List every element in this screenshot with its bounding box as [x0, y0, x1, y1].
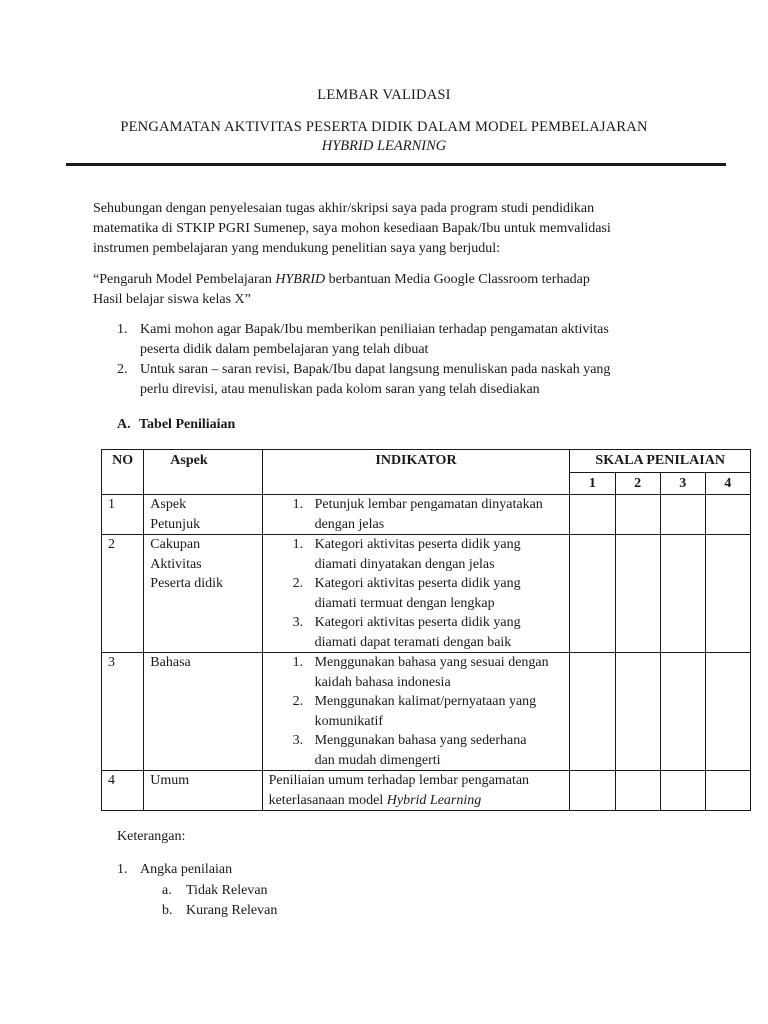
cell-aspek: Umum: [144, 771, 262, 811]
score-cell[interactable]: [660, 653, 705, 771]
score-cell[interactable]: [705, 771, 750, 811]
cell-indikator: 1. Menggunakan bahasa yang sesuai dengan kaidah bahasa indonesia 2. Menggunakan kalimat/pernyataan yang komunikatif 3. Menggunakan bahasa yang sederhana dan mudah dimengerti: [262, 653, 570, 771]
scale-1: 1: [570, 472, 615, 495]
score-cell[interactable]: [660, 495, 705, 535]
cell-indikator: Peniliaian umum terhadap lembar pengamatan keterlasanaan model Hybrid Learning: [262, 771, 570, 811]
section-heading: A. Tabel Peniliaian: [117, 417, 236, 432]
cell-aspek: Bahasa: [144, 653, 262, 771]
header-indikator: INDIKATOR: [262, 450, 570, 495]
request-list: [117, 320, 677, 400]
page-subtitle-italic: HYBRID LEARNING: [321, 138, 447, 154]
score-cell[interactable]: [615, 535, 660, 653]
list-item: b. Kurang Relevan: [162, 902, 278, 918]
list-item: a. Tidak Relevan: [162, 883, 268, 898]
score-cell[interactable]: [705, 535, 750, 653]
score-cell[interactable]: [660, 535, 705, 653]
cell-aspek: Cakupan Aktivitas Peserta didik: [144, 535, 262, 653]
title-divider: [66, 163, 726, 166]
score-cell[interactable]: [615, 653, 660, 771]
score-cell[interactable]: [615, 495, 660, 535]
notes-heading: Keterangan:: [117, 829, 186, 844]
table-header-row: [102, 450, 751, 473]
score-cell[interactable]: [570, 653, 615, 771]
score-cell[interactable]: [615, 771, 660, 811]
table-row: [102, 495, 751, 535]
table-row: [102, 535, 751, 653]
cell-no: 2: [102, 535, 144, 653]
scale-4: 4: [705, 472, 750, 495]
table-row: [102, 653, 751, 771]
score-cell[interactable]: [570, 535, 615, 653]
score-cell[interactable]: [570, 495, 615, 535]
scale-3: 3: [660, 472, 705, 495]
cell-indikator: 1. Kategori aktivitas peserta didik yang diamati dinyatakan dengan jelas 2. Kategori aktivitas peserta didik yang diamati termuat dengan lengkap 3. Kategori aktivitas peserta didik yang diamati dapat teramati dengan baik: [262, 535, 570, 653]
notes-item: 1. Angka penilaian: [117, 862, 233, 877]
score-cell[interactable]: [570, 771, 615, 811]
intro-paragraph: Sehubungan dengan penyelesaian tugas akhir/skripsi saya pada program studi pendidikan matematika di STKIP PGRI Sumenep, saya mohon kesediaan Bapak/Ibu untuk memvalidasi instrumen pembelajaran yang mendukung penelitian saya yang berjudul:: [93, 201, 611, 256]
scale-2: 2: [615, 472, 660, 495]
cell-indikator: 1. Petunjuk lembar pengamatan dinyatakan dengan jelas: [262, 495, 570, 535]
page-subtitle: PENGAMATAN AKTIVITAS PESERTA DIDIK DALAM MODEL PEMBELAJARAN: [120, 119, 648, 135]
list-item: 1. Kami mohon agar Bapak/Ibu memberikan peniliaian terhadap pengamatan aktivitas peserta didik dalam pembelajaran yang telah dibuat: [117, 322, 609, 357]
table-row: [102, 771, 751, 811]
score-cell[interactable]: [705, 653, 750, 771]
research-title: “Pengaruh Model Pembelajaran HYBRID berbantuan Media Google Classroom terhadap Hasil belajar siswa kelas X”: [93, 272, 590, 307]
list-item: 2. Untuk saran – saran revisi, Bapak/Ibu dapat langsung menuliskan pada naskah yang perlu direvisi, atau menuliskan pada kolom saran yang telah disediakan: [117, 362, 611, 397]
header-aspek: Aspek: [144, 450, 262, 495]
rating-scale-list: [162, 881, 277, 920]
score-cell[interactable]: [660, 771, 705, 811]
cell-aspek: Aspek Petunjuk: [144, 495, 262, 535]
cell-no: 4: [102, 771, 144, 811]
cell-no: 3: [102, 653, 144, 771]
score-cell[interactable]: [705, 495, 750, 535]
header-skala: SKALA PENILAIAN: [570, 450, 751, 473]
header-no: NO: [102, 450, 144, 495]
cell-no: 1: [102, 495, 144, 535]
assessment-table: [101, 449, 751, 811]
page-title: LEMBAR VALIDASI: [317, 87, 451, 103]
